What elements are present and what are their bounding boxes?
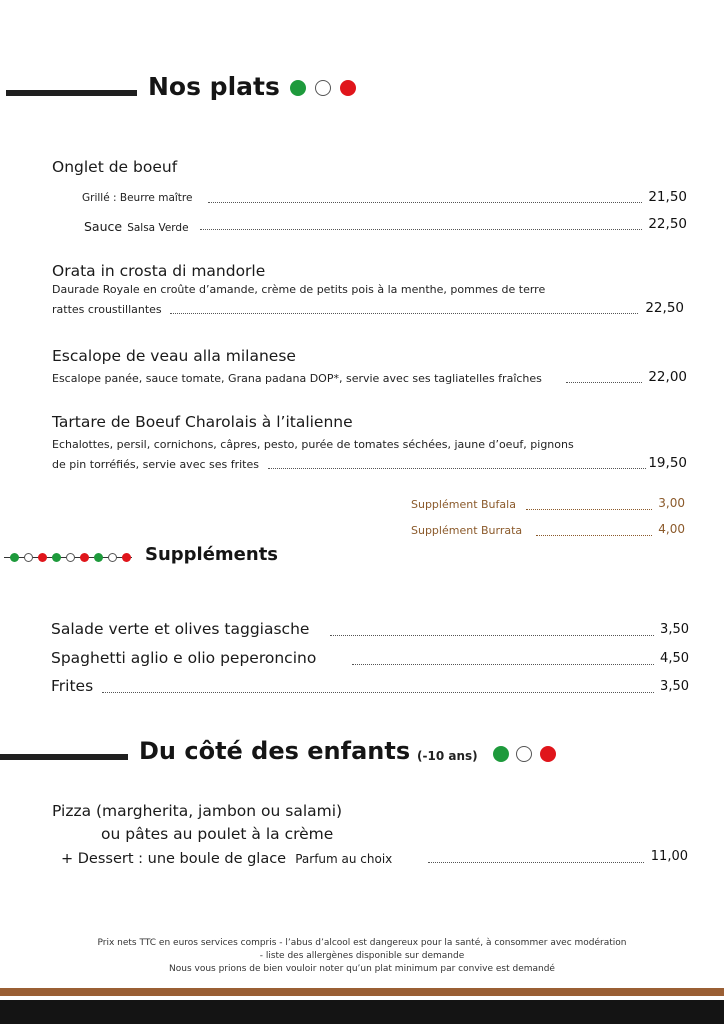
dot-leader	[200, 229, 642, 230]
dot-leader	[330, 635, 654, 636]
dish-price: 22,50	[645, 300, 684, 316]
footer-legal-line: Nous vous prions de bien vouloir noter qu’un plat minimum par convive est demandé	[169, 964, 555, 974]
kids-dessert-label: + Dessert : une boule de glace	[61, 851, 287, 867]
dot-leader	[352, 664, 654, 665]
dish-title: Tartare de Boeuf Charolais à l’italienne	[52, 413, 353, 431]
section-title-enfants: Du côté des enfants	[139, 737, 411, 765]
chain-dot-white	[24, 553, 33, 562]
dish-description: Echalottes, persil, cornichons, câpres, pesto, purée de tomates séchées, jaune d’oeuf, pignons	[52, 438, 574, 451]
dish-title: Escalope de veau alla milanese	[52, 347, 296, 365]
dish-title: Onglet de boeuf	[52, 158, 178, 176]
dish-description: de pin torréfiés, servie avec ses frites	[52, 458, 259, 471]
section-subtitle-age: (-10 ans)	[417, 749, 478, 763]
section-title-nos-plats: Nos plats	[148, 72, 280, 101]
dot-leader	[536, 535, 652, 536]
dot-chain-decoration	[4, 553, 134, 562]
section-divider-bar	[6, 90, 137, 96]
italian-dot-white	[315, 80, 331, 96]
dot-leader	[268, 468, 646, 469]
dish-description: Daurade Royale en croûte d’amande, crème de petits pois à la menthe, pommes de terre	[52, 283, 546, 296]
dot-leader	[526, 509, 652, 510]
supplement-price: 3,00	[658, 496, 685, 510]
supplement-item-price: 3,50	[660, 679, 689, 694]
chain-dot-red	[80, 553, 89, 562]
supplement-label: Supplément Bufala	[411, 498, 516, 511]
kids-menu-line: Pizza (margherita, jambon ou salami)	[52, 802, 343, 820]
chain-dot-green	[94, 553, 103, 562]
chain-dot-white	[66, 553, 75, 562]
dish-price: 22,00	[648, 369, 687, 385]
chain-dot-white	[108, 553, 117, 562]
footer-band-black	[0, 1000, 724, 1024]
dish-price: 19,50	[648, 455, 687, 471]
italian-dot-red	[540, 746, 556, 762]
italian-dot-white	[516, 746, 532, 762]
section-title-supplements: Suppléments	[145, 544, 279, 565]
supplement-item-label: Salade verte et olives taggiasche	[51, 620, 310, 638]
supplement-item-label: Frites	[51, 677, 94, 695]
dot-leader	[170, 313, 638, 314]
dish-option-label: Grillé : Beurre maître	[82, 192, 193, 204]
kids-dessert-sub: Parfum au choix	[295, 852, 393, 866]
dot-leader	[566, 382, 642, 383]
section-divider-bar	[0, 754, 128, 760]
dish-price: 21,50	[648, 189, 687, 205]
dish-option-label	[84, 216, 189, 235]
dot-leader	[428, 862, 644, 863]
supplement-item-price: 3,50	[660, 622, 689, 637]
dish-price: 22,50	[648, 216, 687, 232]
italian-dot-red	[340, 80, 356, 96]
dish-description: rattes croustillantes	[52, 303, 162, 316]
chain-dot-green	[52, 553, 61, 562]
footer-band-brown	[0, 988, 724, 996]
chain-dot-red	[122, 553, 131, 562]
supplement-label: Supplément Burrata	[411, 524, 523, 537]
dish-title: Orata in crosta di mandorle	[52, 262, 266, 280]
supplement-price: 4,00	[658, 522, 685, 536]
dot-leader	[208, 202, 642, 203]
chain-dot-green	[10, 553, 19, 562]
supplement-item-label: Spaghetti aglio e olio peperoncino	[51, 649, 317, 667]
italian-dot-green	[290, 80, 306, 96]
kids-menu-price: 11,00	[650, 849, 688, 864]
dish-description: Escalope panée, sauce tomate, Grana padana DOP*, servie avec ses tagliatelles fraîches	[52, 372, 542, 385]
kids-menu-line	[61, 848, 392, 867]
supplement-item-price: 4,50	[660, 651, 689, 666]
italian-dot-green	[493, 746, 509, 762]
chain-dot-red	[38, 553, 47, 562]
sauce-name: Salsa Verde	[127, 222, 189, 234]
dot-leader	[102, 692, 654, 693]
kids-menu-line: ou pâtes au poulet à la crème	[101, 825, 334, 843]
footer-legal-line: - liste des allergènes disponible sur demande	[259, 951, 465, 961]
footer-legal-line: Prix nets TTC en euros services compris - l’abus d’alcool est dangereux pour la santé, à consommer avec modération	[97, 938, 627, 948]
sauce-label: Sauce	[84, 219, 123, 234]
